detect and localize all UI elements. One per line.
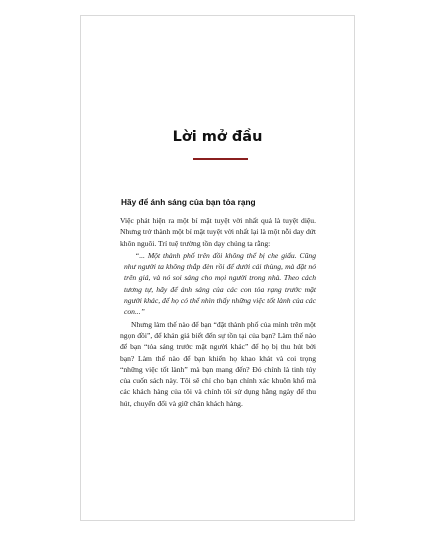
intro-paragraph: Việc phát hiện ra một bí mật tuyệt vời nhất quả là tuyệt diệu. Nhưng trở thành một bí mật tuyệt vời nhất lại là một nỗi day dứt khôn nguôi. Trí tuệ trường tồn dạy chúng ta rằng: — [120, 216, 316, 248]
chapter-title: Lời mở đầu — [172, 129, 263, 145]
title-underline — [193, 158, 248, 160]
main-paragraph: Nhưng làm thế nào để bạn “đặt thành phố của mình trên một ngọn đồi”, để khán giả biết đến sự tồn tại của bạn? Làm thế nào để bạn “tỏa sáng trước mặt người khác” để họ bị thu hút bởi bạn? Làm thế nào để bạn khiến họ khao khát và coi trọng “những việc tốt lành” mà bạn mang đến? Đó chính là tinh túy của cuốn sách này. Tôi sẽ chỉ cho bạn chính xác khuôn khổ mà các khách hàng của tôi và chính tôi sử dụng hằng ngày để thu hút, chuyển đổi và giữ chân khách hàng. — [120, 319, 316, 408]
quote-paragraph: “... Một thành phố trên đồi không thể bị che giấu. Cũng như người ta không thắp đèn rồi để dưới cái thùng, mà đặt nó trên giá, và nó soi sáng cho mọi người trong nhà. Theo cách tương tự, hãy để ánh sáng của các con tỏa rạng trước mặt người khác, để họ có thể nhìn thấy những việc tốt lành của các con...” — [124, 250, 316, 317]
body-text — [120, 215, 316, 409]
section-heading: Hãy để ánh sáng của bạn tỏa rạng — [121, 197, 256, 207]
book-page — [80, 15, 355, 521]
